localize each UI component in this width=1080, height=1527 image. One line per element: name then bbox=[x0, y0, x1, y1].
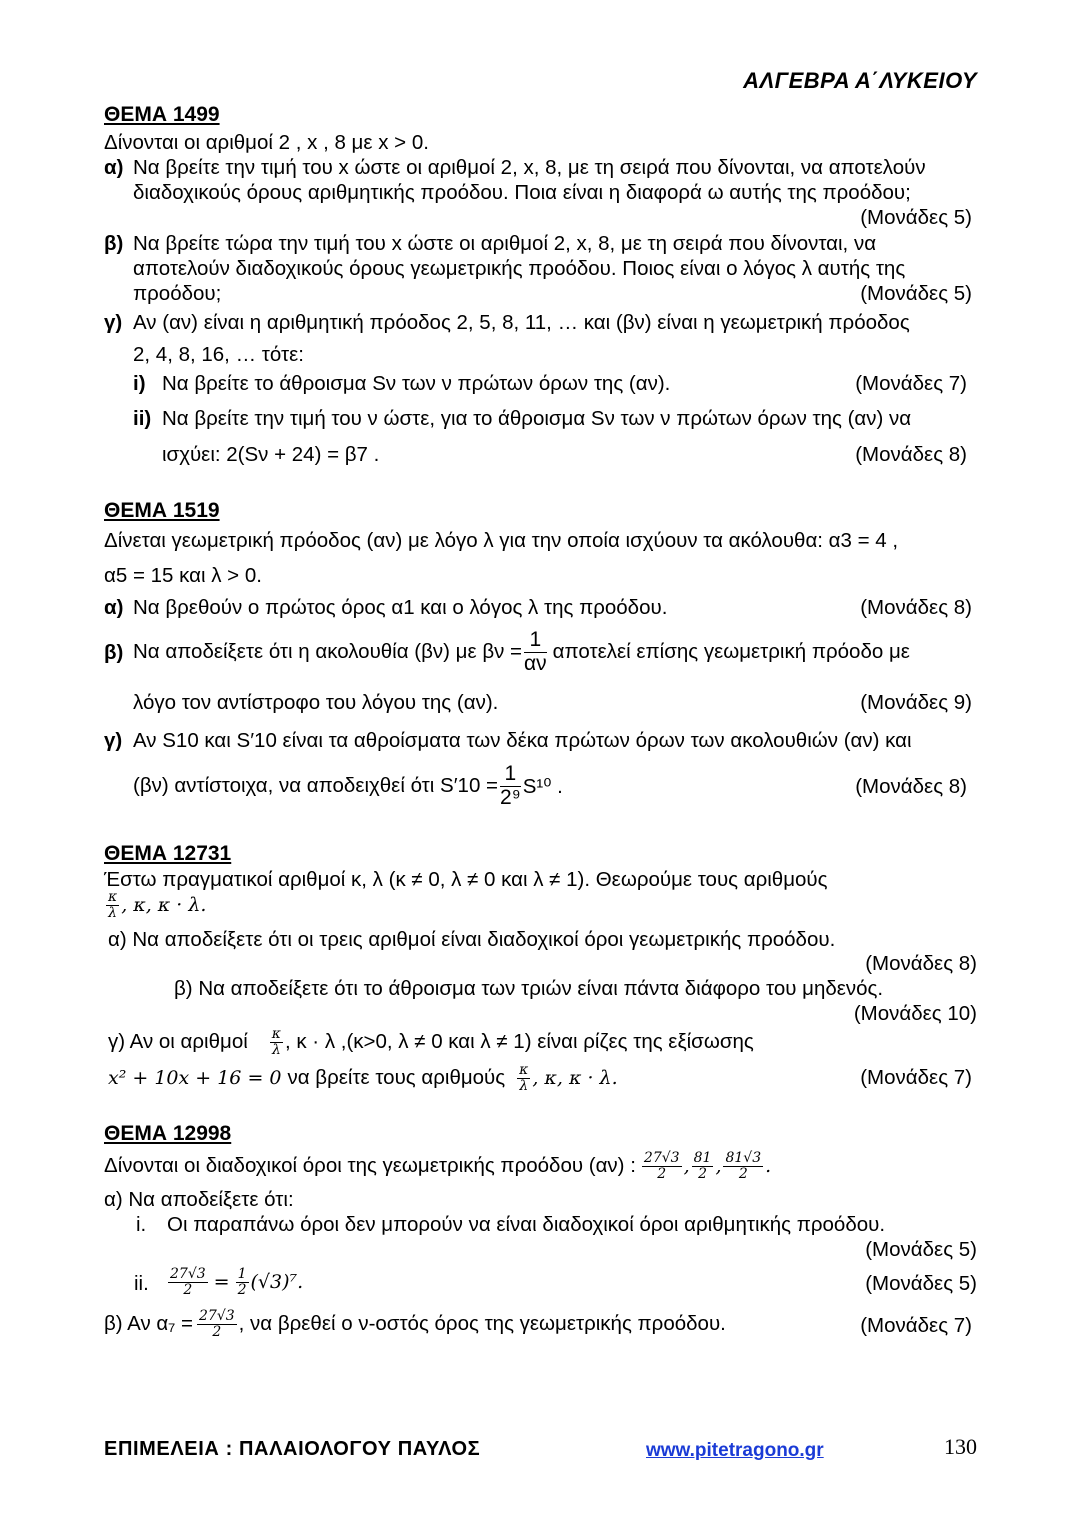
theme-1519-b-fraction bbox=[524, 629, 547, 674]
fraction-denominator: 2 bbox=[698, 1165, 707, 1182]
theme-1499-c-line2: 2, 4, 8, 16, … τότε: bbox=[133, 343, 304, 366]
theme-12731-b-text: β) Να αποδείξετε ότι το άθροισμα των τριών είναι πάντα διάφορο του μηδενός. bbox=[174, 977, 884, 1000]
theme-1519-title: ΘΕΜΑ 1519 bbox=[104, 499, 220, 522]
theme-1519-b-pre: Να αποδείξετε ότι η ακολουθία (βν) με βν = bbox=[133, 640, 523, 663]
theme-12998-ii-label: ii. bbox=[134, 1272, 149, 1295]
theme-12998-a-text: α) Να αποδείξετε ότι: bbox=[104, 1188, 294, 1211]
theme-12998-b-pre: β) Αν α₇ = bbox=[104, 1312, 193, 1335]
theme-1519-c-fraction bbox=[500, 763, 521, 808]
theme-12731-intro-line2 bbox=[104, 890, 206, 920]
theme-1499-cii-label: ii) bbox=[133, 407, 152, 430]
theme-1499-title: ΘΕΜΑ 1499 bbox=[104, 103, 220, 126]
theme-12998-term1 bbox=[642, 1151, 682, 1181]
theme-1499-b-line2: αποτελούν διαδοχικούς όρους γεωμετρικής προόδου. Ποιος είναι ο λόγος λ αυτής της bbox=[133, 257, 906, 280]
theme-12731-fraction bbox=[106, 890, 119, 920]
footer-author: ΕΠΙΜΕΛΕΙΑ : ΠΑΛΑΙΟΛΟΓΟΥ ΠΑΥΛΟΣ bbox=[104, 1438, 481, 1460]
fraction-numerator: 81 bbox=[693, 1149, 712, 1166]
theme-1499-cii-line1: Να βρείτε την τιμή του ν ώστε, για το άθροισμα Sν των ν πρώτων όρων της (αν) να bbox=[162, 407, 912, 430]
theme-1519-a-text: Να βρεθούν ο πρώτος όρος α1 και ο λόγος λ της προόδου. bbox=[133, 596, 668, 619]
theme-12998-ii-expression bbox=[166, 1262, 303, 1302]
theme-12731-title: ΘΕΜΑ 12731 bbox=[104, 842, 232, 865]
theme-12731-c-line1 bbox=[108, 1024, 754, 1060]
theme-1519-intro-line2: α5 = 15 και λ > 0. bbox=[104, 564, 262, 587]
theme-12998-i-label: i. bbox=[136, 1213, 147, 1236]
theme-1499-ci-text: Να βρείτε το άθροισμα Sν των ν πρώτων όρων της (αν). bbox=[162, 372, 671, 395]
theme-1499-c-line1: Αν (αν) είναι η αριθμητική πρόοδος 2, 5, 8, 11, … και (βν) είναι η γεωμετρική πρόοδος bbox=[133, 311, 910, 334]
theme-1519-intro-line1: Δίνεται γεωμετρική πρόοδος (αν) με λόγο λ για την οποία ισχύουν τα ακόλουθα: α3 = 4 , bbox=[104, 529, 899, 552]
theme-1499-cii-line2: ισχύει: 2(Sν + 24) = β7 . bbox=[162, 443, 380, 466]
theme-1499-b-points: (Μονάδες 5) bbox=[860, 282, 972, 305]
fraction-denominator: 2⁹ bbox=[500, 785, 521, 809]
fraction-numerator: κ bbox=[108, 889, 118, 905]
theme-1499-b-label: β) bbox=[104, 232, 124, 255]
theme-12998-ii-lhs bbox=[168, 1267, 208, 1297]
theme-1519-b-line1 bbox=[133, 627, 910, 677]
theme-12998-term3 bbox=[723, 1151, 763, 1181]
theme-12998-b-post: , να βρεθεί ο ν-οστός όρος της γεωμετρικής προόδου. bbox=[238, 1312, 726, 1335]
fraction-numerator: 27√3 bbox=[643, 1149, 680, 1166]
theme-12731-c-fraction-2 bbox=[517, 1063, 530, 1093]
theme-12998-term2 bbox=[692, 1151, 714, 1181]
theme-12998-b-line bbox=[104, 1304, 726, 1344]
fraction-denominator: 2 bbox=[183, 1281, 193, 1298]
fraction-numerator: 81√3 bbox=[725, 1149, 762, 1166]
theme-12731-c-post: , κ · λ ,(κ>0, λ ≠ 0 και λ ≠ 1) είναι ρίζες της εξίσωσης bbox=[284, 1030, 754, 1053]
theme-1519-b-post: αποτελεί επίσης γεωμετρική πρόοδο με bbox=[552, 640, 910, 663]
theme-12998-title: ΘΕΜΑ 12998 bbox=[104, 1122, 232, 1145]
fraction-denominator: αν bbox=[524, 651, 547, 675]
theme-12731-c-line2-tail: , κ, κ · λ. bbox=[532, 1067, 618, 1089]
theme-1519-b-label: β) bbox=[104, 641, 124, 664]
theme-12731-a-text: α) Να αποδείξετε ότι οι τρεις αριθμοί είναι διαδοχικοί όροι γεωμετρικής προόδου. bbox=[108, 928, 836, 951]
comma: , bbox=[715, 1155, 722, 1177]
fraction-denominator: 2 bbox=[237, 1281, 247, 1298]
theme-1499-a-line1: Να βρείτε την τιμή του x ώστε οι αριθμοί 2, x, 8, με τη σειρά που δίνονται, να αποτελούν bbox=[133, 156, 926, 179]
theme-1519-b-line2: λόγο τον αντίστροφο του λόγου της (αν). bbox=[133, 691, 499, 714]
theme-12731-c-line2-text: να βρείτε τους αριθμούς bbox=[287, 1066, 506, 1089]
fraction-numerator: κ bbox=[519, 1061, 529, 1078]
theme-12731-c-equation: x² + 10x + 16 = 0 bbox=[108, 1067, 282, 1089]
theme-12998-i-text: Οι παραπάνω όροι δεν μπορούν να είναι διαδοχικοί όροι αριθμητικής προόδου. bbox=[167, 1213, 886, 1236]
theme-12998-intro bbox=[104, 1146, 771, 1186]
footer-website-link[interactable]: www.pitetragono.gr bbox=[646, 1440, 824, 1461]
fraction-numerator: 27√3 bbox=[170, 1265, 206, 1282]
theme-12731-c-pre: γ) Αν οι αριθμοί bbox=[108, 1030, 248, 1053]
fraction-numerator: 1 bbox=[500, 763, 521, 786]
theme-12731-b-points: (Μονάδες 10) bbox=[853, 1002, 977, 1025]
theme-1519-a-points: (Μονάδες 8) bbox=[860, 596, 972, 619]
theme-1499-a-label: α) bbox=[104, 156, 124, 179]
fraction-numerator: 1 bbox=[237, 1265, 247, 1282]
header-title: ΑΛΓΕΒΡΑ Α΄ΛΥΚΕΙΟΥ bbox=[743, 68, 977, 93]
fraction-denominator: 2 bbox=[738, 1165, 748, 1182]
fraction-denominator: 2 bbox=[657, 1165, 667, 1182]
fraction-denominator: λ bbox=[519, 1077, 529, 1094]
fraction-denominator: λ bbox=[271, 1041, 281, 1058]
theme-12998-intro-text: Δίνονται οι διαδοχικοί όροι της γεωμετρικής προόδου (αν) : bbox=[104, 1154, 636, 1177]
theme-1519-c-line1: Αν S10 και S′10 είναι τα αθροίσματα των δέκα πρώτων όρων των ακολουθιών (αν) και bbox=[133, 729, 912, 752]
theme-12731-c-points: (Μονάδες 7) bbox=[860, 1066, 972, 1089]
theme-1519-c-line2 bbox=[133, 760, 563, 812]
theme-12731-intro-line1: Έστω πραγματικοί αριθμοί κ, λ (κ ≠ 0, λ ≠ 0 και λ ≠ 1). Θεωρούμε τους αριθμούς bbox=[104, 868, 828, 891]
theme-1499-c-label: γ) bbox=[104, 311, 123, 334]
fraction-denominator: λ bbox=[108, 904, 118, 921]
period: . bbox=[765, 1155, 772, 1177]
theme-1519-c-label: γ) bbox=[104, 729, 123, 752]
comma: , bbox=[683, 1155, 690, 1177]
theme-1499-b-line1: Να βρείτε τώρα την τιμή του x ώστε οι αριθμοί 2, x, 8, με τη σειρά που δίνονται, να bbox=[133, 232, 877, 255]
theme-1499-intro: Δίνονται οι αριθμοί 2 , x , 8 με x > 0. bbox=[104, 131, 429, 154]
theme-12998-b-fraction bbox=[197, 1309, 237, 1339]
fraction-denominator: 2 bbox=[212, 1323, 222, 1340]
theme-1499-a-points: (Μονάδες 5) bbox=[860, 206, 972, 229]
theme-12731-a-points: (Μονάδες 8) bbox=[865, 952, 977, 975]
theme-12998-ii-rhs-fraction bbox=[236, 1267, 249, 1297]
theme-12731-c-line2 bbox=[108, 1060, 618, 1096]
theme-12998-b-points: (Μονάδες 7) bbox=[860, 1314, 972, 1337]
fraction-numerator: 27√3 bbox=[199, 1307, 235, 1324]
theme-1519-b-points: (Μονάδες 9) bbox=[860, 691, 972, 714]
theme-1499-ci-label: i) bbox=[133, 372, 146, 395]
theme-1519-c-post: S¹⁰ . bbox=[522, 774, 563, 798]
theme-1519-c-pre: (βν) αντίστοιχα, να αποδειχθεί ότι S′10 = bbox=[133, 774, 499, 797]
theme-1499-b-line3: προόδου; bbox=[133, 282, 222, 305]
theme-12998-ii-rhs-tail: (√3)⁷. bbox=[250, 1271, 304, 1293]
theme-12998-ii-points: (Μονάδες 5) bbox=[865, 1272, 977, 1295]
theme-1499-cii-points: (Μονάδες 8) bbox=[855, 443, 967, 466]
fraction-numerator: κ bbox=[271, 1025, 281, 1042]
theme-12731-c-fraction bbox=[270, 1027, 283, 1057]
theme-1519-c-points: (Μονάδες 8) bbox=[855, 775, 967, 798]
theme-1499-a-line2: διαδοχικούς όρους αριθμητικής προόδου. Ποια είναι η διαφορά ω αυτής της προόδου; bbox=[133, 181, 911, 204]
page-number: 130 bbox=[944, 1434, 977, 1459]
theme-12731-intro-tail: , κ, κ · λ. bbox=[121, 894, 207, 917]
equals-sign: = bbox=[213, 1271, 230, 1293]
theme-12998-i-points: (Μονάδες 5) bbox=[865, 1238, 977, 1261]
theme-1519-a-label: α) bbox=[104, 596, 124, 619]
fraction-numerator: 1 bbox=[524, 629, 547, 652]
theme-1499-ci-points: (Μονάδες 7) bbox=[855, 372, 967, 395]
